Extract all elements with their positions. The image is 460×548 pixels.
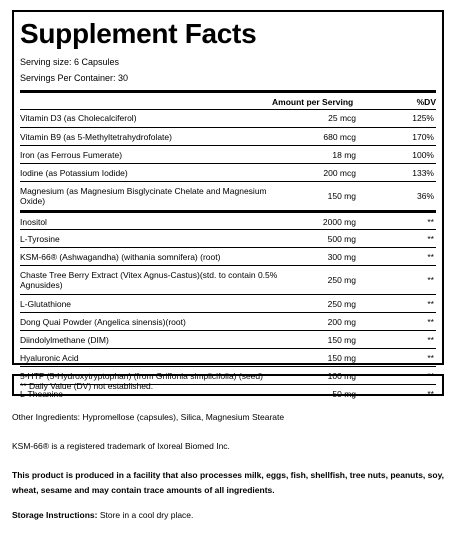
column-header-dv: %DV <box>416 97 436 107</box>
ingredient-name: KSM-66® (Ashwagandha) (withania somnifera) (root) <box>20 252 221 262</box>
storage-label: Storage Instructions: <box>12 510 98 520</box>
ingredient-dv: ** <box>427 252 434 262</box>
ingredient-dv: ** <box>427 275 434 285</box>
ingredient-name: L-Tyrosine <box>20 234 60 244</box>
ingredient-amount: 250 mg <box>327 299 356 309</box>
ingredient-table <box>20 109 436 403</box>
ingredient-amount: 150 mg <box>327 335 356 345</box>
table-row <box>20 182 436 213</box>
ingredient-dv: 100% <box>412 150 434 160</box>
ingredient-name: Diindolylmethane (DIM) <box>20 335 109 345</box>
ingredient-amount: 680 mcg <box>323 132 356 142</box>
ingredient-amount: 50 mg <box>332 389 356 399</box>
ingredient-name: Iron (as Ferrous Fumerate) <box>20 150 123 160</box>
ingredient-amount: 18 mg <box>332 150 356 160</box>
ingredient-amount: 200 mg <box>327 317 356 327</box>
ingredient-amount: 25 mcg <box>328 113 356 123</box>
table-row <box>20 313 436 331</box>
ingredient-name: Chaste Tree Berry Extract (Vitex Agnus-Castus)(std. to contain 0.5% Agnusides) <box>20 270 278 290</box>
ingredient-name: L-Theanine <box>20 389 64 399</box>
column-header-amount: Amount per Serving <box>272 97 354 107</box>
ingredient-amount: 150 mg <box>327 353 356 363</box>
table-row <box>20 331 436 349</box>
servings-per-container: Servings Per Container: 30 <box>20 73 129 83</box>
allergen-statement: This product is produced in a facility that also processes milk, eggs, fish, shellfish, tree nuts, peanuts, soy, wheat, sesame and may contain trace amounts of all ingredients. <box>12 470 445 495</box>
ingredient-name: Inositol <box>20 217 47 227</box>
ingredient-dv: ** <box>427 335 434 345</box>
ingredient-dv: ** <box>427 234 434 244</box>
table-row <box>20 109 436 128</box>
ingredient-amount: 250 mg <box>327 275 356 285</box>
ingredient-name: Iodine (as Potassium Iodide) <box>20 168 128 178</box>
table-row <box>20 295 436 313</box>
serving-size: Serving size: 6 Capsules <box>20 57 120 67</box>
ingredient-dv: ** <box>427 371 434 381</box>
ingredient-amount: 300 mg <box>327 252 356 262</box>
ingredient-name: 5-HTP (5-Hydroxytryptophan) (from Griffonia simplicifolia) (seed) <box>20 371 263 381</box>
table-row <box>20 164 436 182</box>
ingredient-name: Vitamin D3 (as Cholecalciferol) <box>20 113 137 123</box>
ingredient-dv: ** <box>427 389 434 399</box>
table-row <box>20 349 436 367</box>
ingredient-dv: ** <box>427 299 434 309</box>
ingredient-amount: 100 mg <box>327 371 356 381</box>
table-row <box>20 248 436 266</box>
ingredient-amount: 200 mcg <box>323 168 356 178</box>
ingredient-dv: ** <box>427 353 434 363</box>
panel-title: Supplement Facts <box>20 18 257 49</box>
ingredient-dv: ** <box>427 317 434 327</box>
table-row <box>20 213 436 230</box>
storage-text: Store in a cool dry place. <box>97 510 194 520</box>
ingredient-dv: ** <box>427 217 434 227</box>
storage-instructions <box>12 508 452 522</box>
table-row <box>20 266 436 295</box>
table-row <box>20 128 436 146</box>
ingredient-name: Dong Quai Powder (Angelica sinensis)(root) <box>20 317 186 327</box>
ingredient-name: Magnesium (as Magnesium Bisglycinate Chelate and Magnesium Oxide) <box>20 186 267 206</box>
table-row <box>20 146 436 164</box>
table-row <box>20 230 436 248</box>
ingredient-name: Hyaluronic Acid <box>20 353 79 363</box>
ingredient-amount: 500 mg <box>327 234 356 244</box>
ingredient-dv: 36% <box>416 191 434 201</box>
daily-value-footnote: ** Daily Value (DV) not established. <box>12 374 444 396</box>
ingredient-name: Vitamin B9 (as 5-Methyltetrahydrofolate) <box>20 132 172 142</box>
ingredient-dv: 125% <box>412 113 434 123</box>
ingredient-amount: 150 mg <box>327 191 356 201</box>
ingredient-name: L-Glutathione <box>20 299 72 309</box>
other-ingredients: Other Ingredients: Hypromellose (capsules), Silica, Magnesium Stearate <box>12 412 285 422</box>
ingredient-amount: 2000 mg <box>322 217 356 227</box>
trademark-notice: KSM-66® is a registered trademark of Ixoreal Biomed Inc. <box>12 441 230 451</box>
ingredient-dv: 133% <box>412 168 434 178</box>
ingredient-dv: 170% <box>412 132 434 142</box>
divider-bar <box>20 90 436 93</box>
